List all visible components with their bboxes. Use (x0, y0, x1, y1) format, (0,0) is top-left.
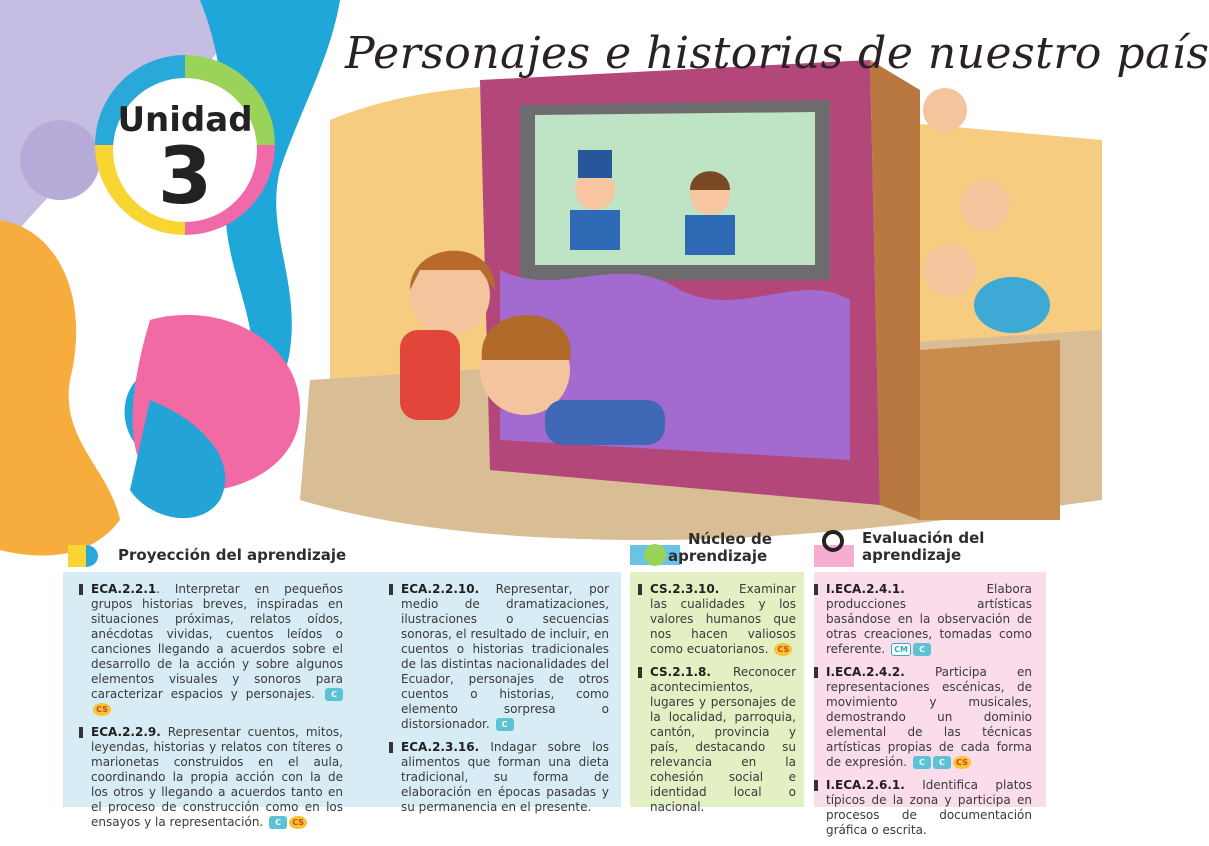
orange-blob (0, 220, 120, 556)
c-icon: C (913, 643, 931, 656)
cs-icon: CS (774, 643, 792, 656)
c-icon: C (913, 756, 931, 769)
unit-label: Unidad (117, 100, 253, 140)
c-icon: C (325, 688, 343, 701)
core-heading-line2: aprendizaje (668, 547, 768, 565)
objective-item: ECA.2.3.16. Indagar sobre los alimentos que forman una dieta tradicional, su forma de elaboración en épocas pasadas y su permanencia en el presente. (389, 740, 609, 815)
projection-icon (68, 545, 98, 567)
objective-item: ECA.2.2.10. Representar, por medio de dramatizaciones, ilustraciones o secuencias sonoras, el resultado de incluir, en cuentos o historias tradicionales de las distintas nacionalidades del Ecuador, personajes de otros cuentos o historias, como elemento sorpresa o distorsionador. C (389, 582, 609, 732)
core-box (630, 572, 804, 814)
projection-heading: Proyección del aprendizaje (118, 546, 347, 564)
purple-dot (20, 120, 100, 200)
projection-box (63, 572, 621, 829)
objective-item: ECA.2.2.1. Interpretar en pequeños grupos historias breves, inspiradas en situaciones próximas, relatos oídos, anécdotas vividas, cuentos leídos o canciones llegando a acuerdos sobre el desarrollo de la acción y sobre algunos elementos visuales y sonoros para caracterizar espacios y personajes. CCS (79, 582, 343, 717)
evaluation-column (814, 582, 1032, 846)
indicator-item: I.ECA.2.6.1. Identifica platos típicos de la zona y participa en procesos de documentación gráfica o escrita. (814, 778, 1032, 838)
c-icon: C (269, 816, 287, 829)
evaluation-box (814, 572, 1046, 837)
unit-number: 3 (157, 132, 213, 222)
cs-icon: CS (953, 756, 971, 769)
objective-item: CS.2.1.8. Reconocer acontecimientos, lugares y personajes de la localidad, parroquia, cantón, provincia y país, destacando su relevancia en la cohesión social e identidad local o nacional. (638, 665, 796, 815)
core-column (638, 582, 796, 823)
c-icon: C (496, 718, 514, 731)
cs-icon: CS (93, 703, 111, 716)
cm-icon: CM (891, 643, 911, 656)
c-icon: C (933, 756, 951, 769)
objective-item: ECA.2.2.9. Representar cuentos, mitos, leyendas, historias y relatos con títeres o marionetas construidos en el aula, coordinando la propia acción con la de los otros y llegando a acuerdos tanto en el proceso de construcción como en los ensayos y la representación. C CS (79, 725, 343, 830)
indicator-item: I.ECA.2.4.1. Elabora producciones artísticas basándose en la observación de otras creaciones, tomadas como referente. CM C (814, 582, 1032, 657)
cs-icon: CS (289, 816, 307, 829)
evaluation-heading-line2: aprendizaje (862, 546, 962, 564)
evaluation-heading-line1: Evaluación del (862, 529, 985, 547)
projection-right-column (389, 582, 609, 823)
page-title: Personajes e historias de nuestro país (345, 28, 1209, 79)
objective-item: CS.2.3.10. Examinar las cualidades y los valores humanos que nos hacen valiosos como ecuatorianos. CS (638, 582, 796, 657)
evaluation-icon (814, 532, 854, 567)
projection-left-column (79, 582, 343, 838)
indicator-item: I.ECA.2.4.2. Participa en representaciones escénicas, de movimiento y musicales, demostrando un dominio elemental de las técnicas artísticas propias de cada forma de expresión. C C CS (814, 665, 1032, 770)
core-heading-line1: Núcleo de (688, 530, 772, 548)
